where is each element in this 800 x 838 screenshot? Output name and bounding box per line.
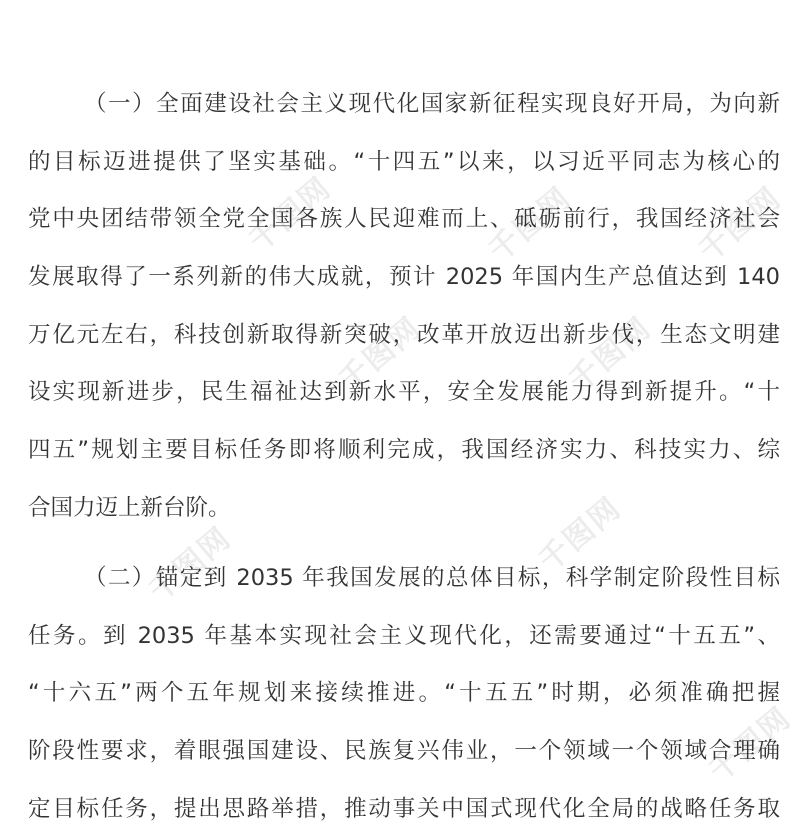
- paragraph-line: 万亿元左右，科技创新取得新突破，改革开放迈出新步伐，生态文明建: [28, 321, 780, 348]
- paragraph-line: 定目标任务，提出思路举措，推动事关中国式现代化全局的战略任务取: [28, 795, 780, 822]
- watermark: 千图网: [562, 310, 659, 399]
- paragraph-line: 阶段性要求，着眼强国建设、民族复兴伟业，一个领域一个领域合理确: [28, 738, 780, 765]
- paragraph-1: [28, 76, 780, 538]
- watermark: 千图网: [242, 170, 339, 259]
- paragraph-line: 发展取得了一系列新的伟大成就，预计 2025 年国内生产总值达到 140: [28, 264, 780, 291]
- paragraph-line: 任务。到 2035 年基本实现社会主义现代化，还需要通过“十五五”、: [28, 622, 780, 649]
- watermark: 千图网: [532, 490, 629, 579]
- watermark: 千图网: [702, 700, 799, 789]
- paragraph-line: “十六五”两个五年规划来接续推进。“十五五”时期，必须准确把握: [28, 680, 780, 707]
- paragraph-line: 设实现新进步，民生福祉达到新水平，安全发展能力得到新提升。“十: [28, 379, 780, 406]
- paragraph-line: 的目标迈进提供了坚实基础。“十四五”以来，以习近平同志为核心的: [28, 148, 780, 175]
- paragraph-line: 党中央团结带领全党全国各族人民迎难而上、砥砺前行，我国经济社会: [28, 206, 780, 233]
- watermark: 千图网: [482, 180, 579, 269]
- watermark: 千图网: [332, 310, 429, 399]
- paragraph-line: （一）全面建设社会主义现代化国家新征程实现良好开局，为向新: [84, 91, 780, 117]
- watermark: 千图网: [692, 180, 789, 269]
- paragraph-line: （二）锚定到 2035 年我国发展的总体目标，科学制定阶段性目标: [84, 565, 780, 591]
- watermark: 千图网: [142, 520, 239, 609]
- paragraph-2: [28, 550, 780, 838]
- paragraph-line: 四五”规划主要目标任务即将顺利完成，我国经济实力、科技实力、综: [28, 437, 780, 464]
- paragraph-line: 合国力迈上新台阶。: [28, 494, 231, 521]
